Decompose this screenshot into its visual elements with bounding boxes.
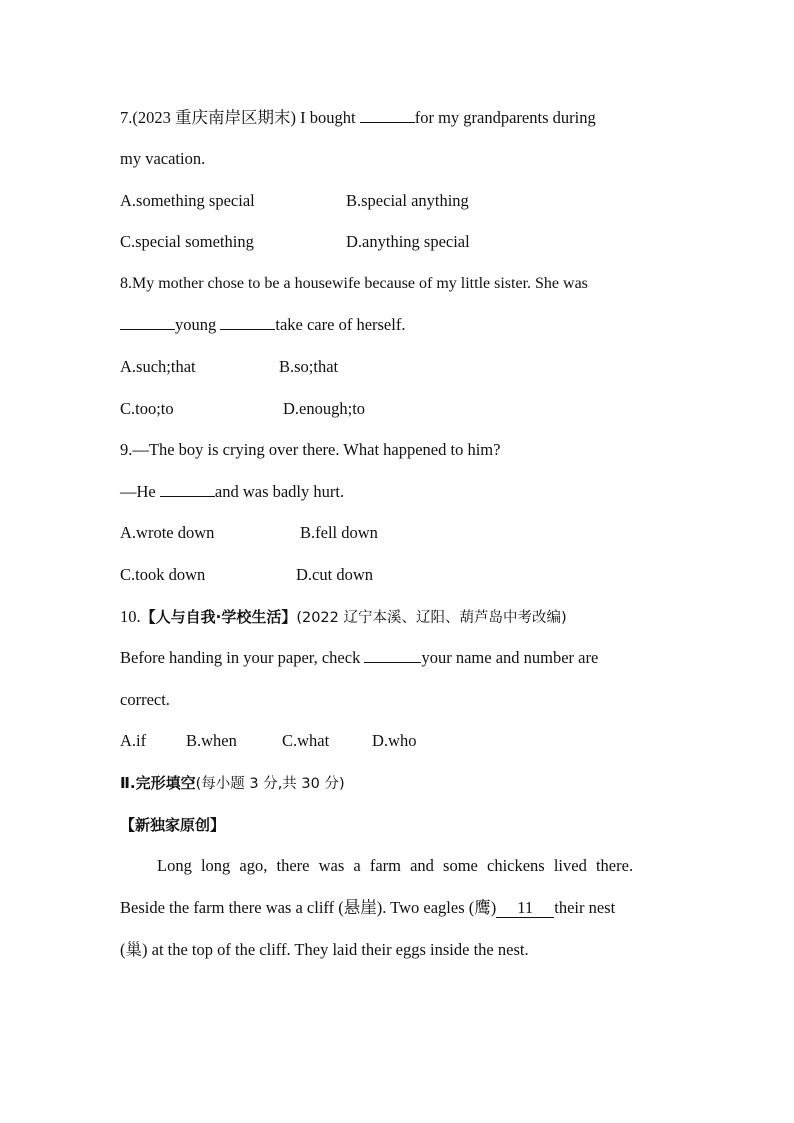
q7-option-c: C.special something <box>120 232 254 251</box>
q10-option-c: C.what <box>282 731 330 750</box>
q9-option-c: C.took down <box>120 565 206 584</box>
q7-line2: my vacation. <box>120 149 206 168</box>
q8-option-d: D.enough;to <box>283 399 366 418</box>
q8-blank-1 <box>120 314 175 330</box>
q7-option-b: B.special anything <box>346 191 469 210</box>
q8-mid2: take care of herself. <box>275 315 406 334</box>
q9-option-d: D.cut down <box>296 565 373 584</box>
section2-heading <box>120 772 674 795</box>
q9-suffix: and was badly hurt. <box>214 482 345 501</box>
q8-blank-2 <box>220 314 275 330</box>
q9-line2 <box>120 481 674 503</box>
q10-option-a: A.if <box>120 731 147 750</box>
passage-blank-11: 11 <box>496 899 554 918</box>
q7-option-d: D.anything special <box>346 232 470 251</box>
q10-line2 <box>120 647 674 669</box>
q8-option-a: A.such;that <box>120 357 196 376</box>
q10-source: (2022 辽宁本溪、辽阳、葫芦岛中考改编) <box>296 610 567 626</box>
q10-num: 10. <box>120 607 141 626</box>
passage-line1: Long long ago, there was a farm and some chickens lived there. <box>157 856 634 875</box>
q7-suffix: for my grandparents during <box>414 108 596 127</box>
q8-option-c: C.too;to <box>120 399 174 418</box>
q10-option-b: B.when <box>186 731 237 750</box>
q10-line1 <box>120 606 674 629</box>
q8-mid1: young <box>175 315 221 334</box>
q8-line2 <box>120 314 674 336</box>
section2-title: Ⅱ.完形填空 <box>120 774 196 792</box>
q7-blank <box>360 107 415 123</box>
passage-line2-prefix: Beside the farm there was a cliff (悬崖). Two eagles (鹰) <box>120 898 497 917</box>
q10-suffix: your name and number are <box>421 648 599 667</box>
section2-tag: 【新独家原创】 <box>120 816 226 834</box>
q10-tag: 【人与自我·学校生活】 <box>140 608 297 626</box>
q9-prefix: —He <box>120 482 160 501</box>
q9-blank <box>160 481 215 497</box>
passage-line2 <box>120 897 674 919</box>
q9-line1: 9.—The boy is crying over there. What happened to him? <box>120 440 501 459</box>
q8-option-b: B.so;that <box>279 357 339 376</box>
q7-option-a: A.something special <box>120 191 255 210</box>
passage-line3: (巢) at the top of the cliff. They laid their eggs inside the nest. <box>120 940 529 959</box>
passage-line2-suffix: their nest <box>554 898 616 917</box>
section2-tag-line <box>120 814 674 836</box>
q8-line1: 8.My mother chose to be a housewife because of my little sister. She was <box>120 275 588 292</box>
q10-line3: correct. <box>120 690 170 709</box>
q9-option-b: B.fell down <box>300 523 378 542</box>
q7-prefix: 7.(2023 重庆南岸区期末) I bought <box>120 108 360 127</box>
q10-blank <box>364 647 421 663</box>
q10-option-d: D.who <box>372 731 417 750</box>
q9-option-a: A.wrote down <box>120 523 215 542</box>
q10-prefix: Before handing in your paper, check <box>120 648 365 667</box>
q7-line1 <box>120 107 674 129</box>
section2-score: (每小题 3 分,共 30 分) <box>195 776 345 792</box>
